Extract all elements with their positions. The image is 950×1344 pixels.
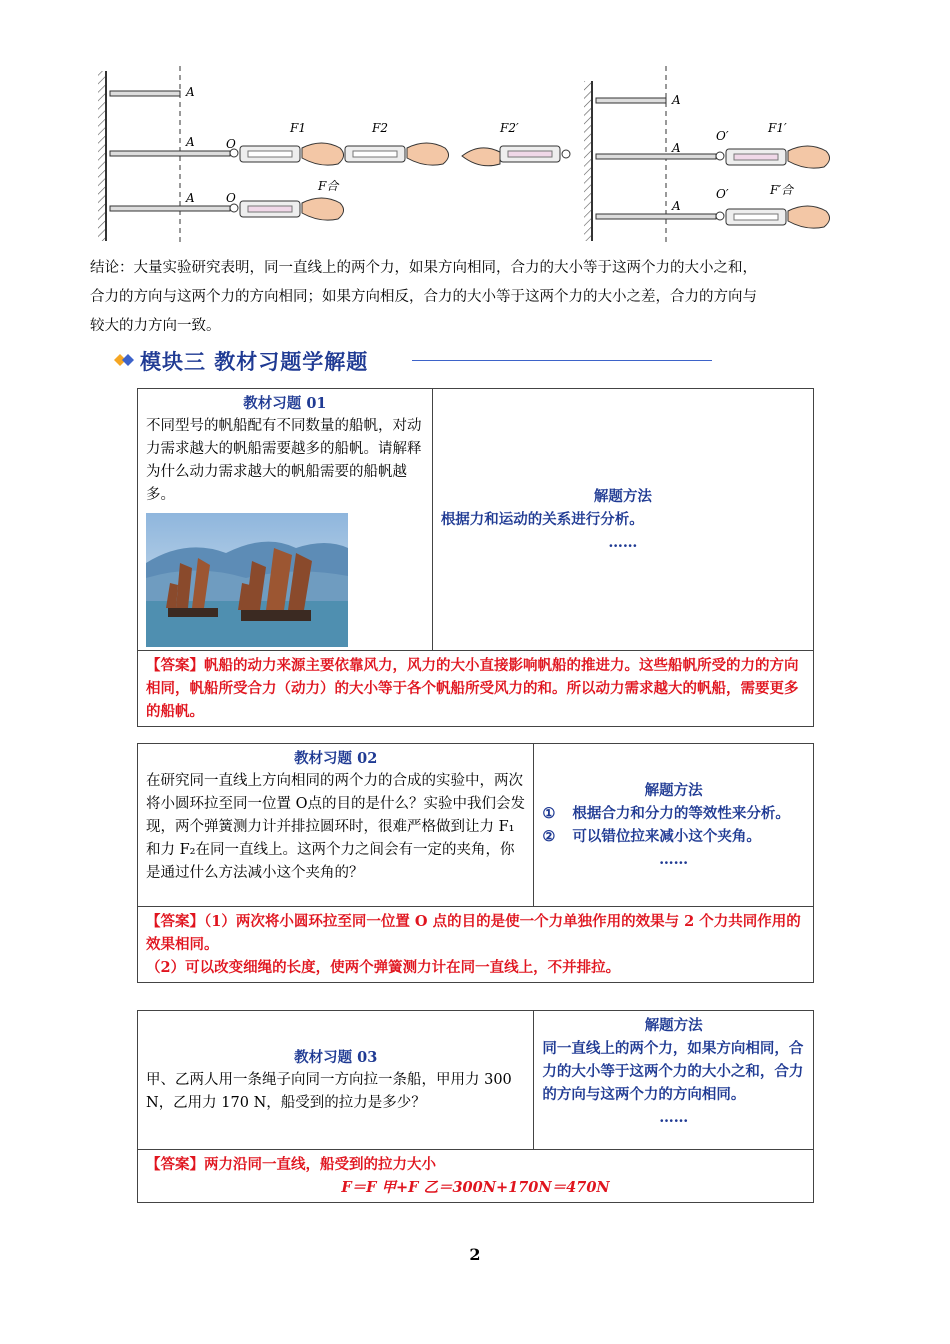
fig-label: A <box>186 135 195 149</box>
ellipsis: …… <box>659 1109 689 1126</box>
exercise-text: 不同型号的帆船配有不同数量的船帆，对动力需求越大的帆船需要越多的船帆。请解释为什么动力需求越大的帆船需要的船帆越多。 <box>146 418 422 503</box>
exercise-table-3 <box>137 1010 814 1203</box>
answer-text: （2）可以改变细绳的长度，使两个弹簧测力计在同一直线上，不并排拉。 <box>146 959 621 976</box>
page-number: 2 <box>469 1245 481 1264</box>
fig-label: F1′ <box>768 121 787 135</box>
exercise-table-1 <box>137 388 814 727</box>
method-item <box>542 802 805 825</box>
answer-label: 【答案】 <box>146 913 204 930</box>
conclusion-line: 较大的力方向一致。 <box>90 318 221 334</box>
conclusion-line: 结论：大量实验研究表明，同一直线上的两个力，如果方向相同，合力的大小等于这两个力的大小之和， <box>90 260 757 276</box>
right-wall <box>584 81 592 241</box>
method-item <box>542 825 805 848</box>
method-item-number: ② <box>542 828 556 845</box>
conclusion-line: 合力的方向与这两个力的方向相同；如果方向相反，合力的大小等于这两个力的大小之差，合力的方向与 <box>90 289 757 305</box>
module-divider <box>412 360 712 361</box>
exercise-title: 教材习题 03 <box>294 1048 378 1066</box>
fig-label: F′合 <box>770 183 794 197</box>
method-text: 同一直线上的两个力，如果方向相同，合力的大小等于这两个力的大小之和，合力的方向与这两个力的方向相同。 <box>542 1040 804 1103</box>
fig-label: F2 <box>372 121 388 135</box>
fig-label: A <box>186 191 195 205</box>
conclusion-paragraph <box>90 254 870 341</box>
answer-text: （1）两次将小圆环拉至同一位置 O 点的目的是使一个力单独作用的效果与 2 个力共同作用的效果相同。 <box>146 913 801 953</box>
exercise-title: 教材习题 01 <box>243 395 327 412</box>
fig-label: O′ <box>716 129 729 143</box>
sailboat-photo <box>146 513 348 647</box>
answer-text: 两力沿同一直线，船受到的拉力大小 <box>204 1156 436 1173</box>
method-title: 解题方法 <box>593 488 652 505</box>
exercise-title: 教材习题 02 <box>294 750 378 767</box>
fig-label: O′ <box>716 187 729 201</box>
fig-label: F合 <box>318 179 339 193</box>
ellipsis: …… <box>608 534 638 551</box>
fig-label: A <box>672 199 681 213</box>
exercise-table-2 <box>137 743 814 983</box>
module-title: 模块三 教材习题学解题 <box>140 350 369 374</box>
answer-formula: F＝F 甲+F 乙＝300N+170N＝470N <box>341 1179 610 1196</box>
method-text: 根据力和运动的关系进行分析。 <box>440 511 644 528</box>
method-title: 解题方法 <box>644 1017 703 1034</box>
fig-label: A <box>672 141 681 155</box>
module-header <box>112 344 722 376</box>
method-title: 解题方法 <box>644 782 703 799</box>
answer-text: 帆船的动力来源主要依靠风力，风力的大小直接影响帆船的推进力。这些船帆所受的力的方向相同，帆船所受合力（动力）的大小等于各个帆船所受风力的和。所以动力需求越大的帆船，需要更多的船帆。 <box>146 657 799 720</box>
fig-label: O <box>226 191 236 205</box>
fig-label: O <box>226 137 236 151</box>
method-item-text: 根据合力和分力的等效性来分析。 <box>572 805 790 822</box>
answer-label: 【答案】 <box>146 657 204 674</box>
method-item-text: 可以错位拉来减小这个夹角。 <box>572 828 761 845</box>
fig-label: F1 <box>290 121 306 135</box>
answer-label: 【答案】 <box>146 1156 204 1173</box>
exercise-text: 在研究同一直线上方向相同的两个力的合成的实验中，两次将小圆环拉至同一位置 O点的目的是什么？实验中我们会发现，两个弹簧测力计并排拉圆环时，很难严格做到让力 F₁和力 F₂在同一直线上。这两个力之间会有一定的夹角，你是通过什么方法减小这个夹角的？ <box>146 773 525 881</box>
fig-label: A <box>186 85 195 99</box>
double-diamond-icon <box>114 352 138 372</box>
method-item-number: ① <box>542 805 556 822</box>
ellipsis: …… <box>659 851 689 868</box>
exercise-text: 甲、乙两人用一条绳子向同一方向拉一条船，甲用力 300 N，乙用力 170 N，船受到的拉力是多少？ <box>146 1071 512 1111</box>
left-wall <box>98 71 106 241</box>
fig-label: A <box>672 93 681 107</box>
fig-label: F2′ <box>500 121 519 135</box>
experiment-figure <box>90 66 860 246</box>
